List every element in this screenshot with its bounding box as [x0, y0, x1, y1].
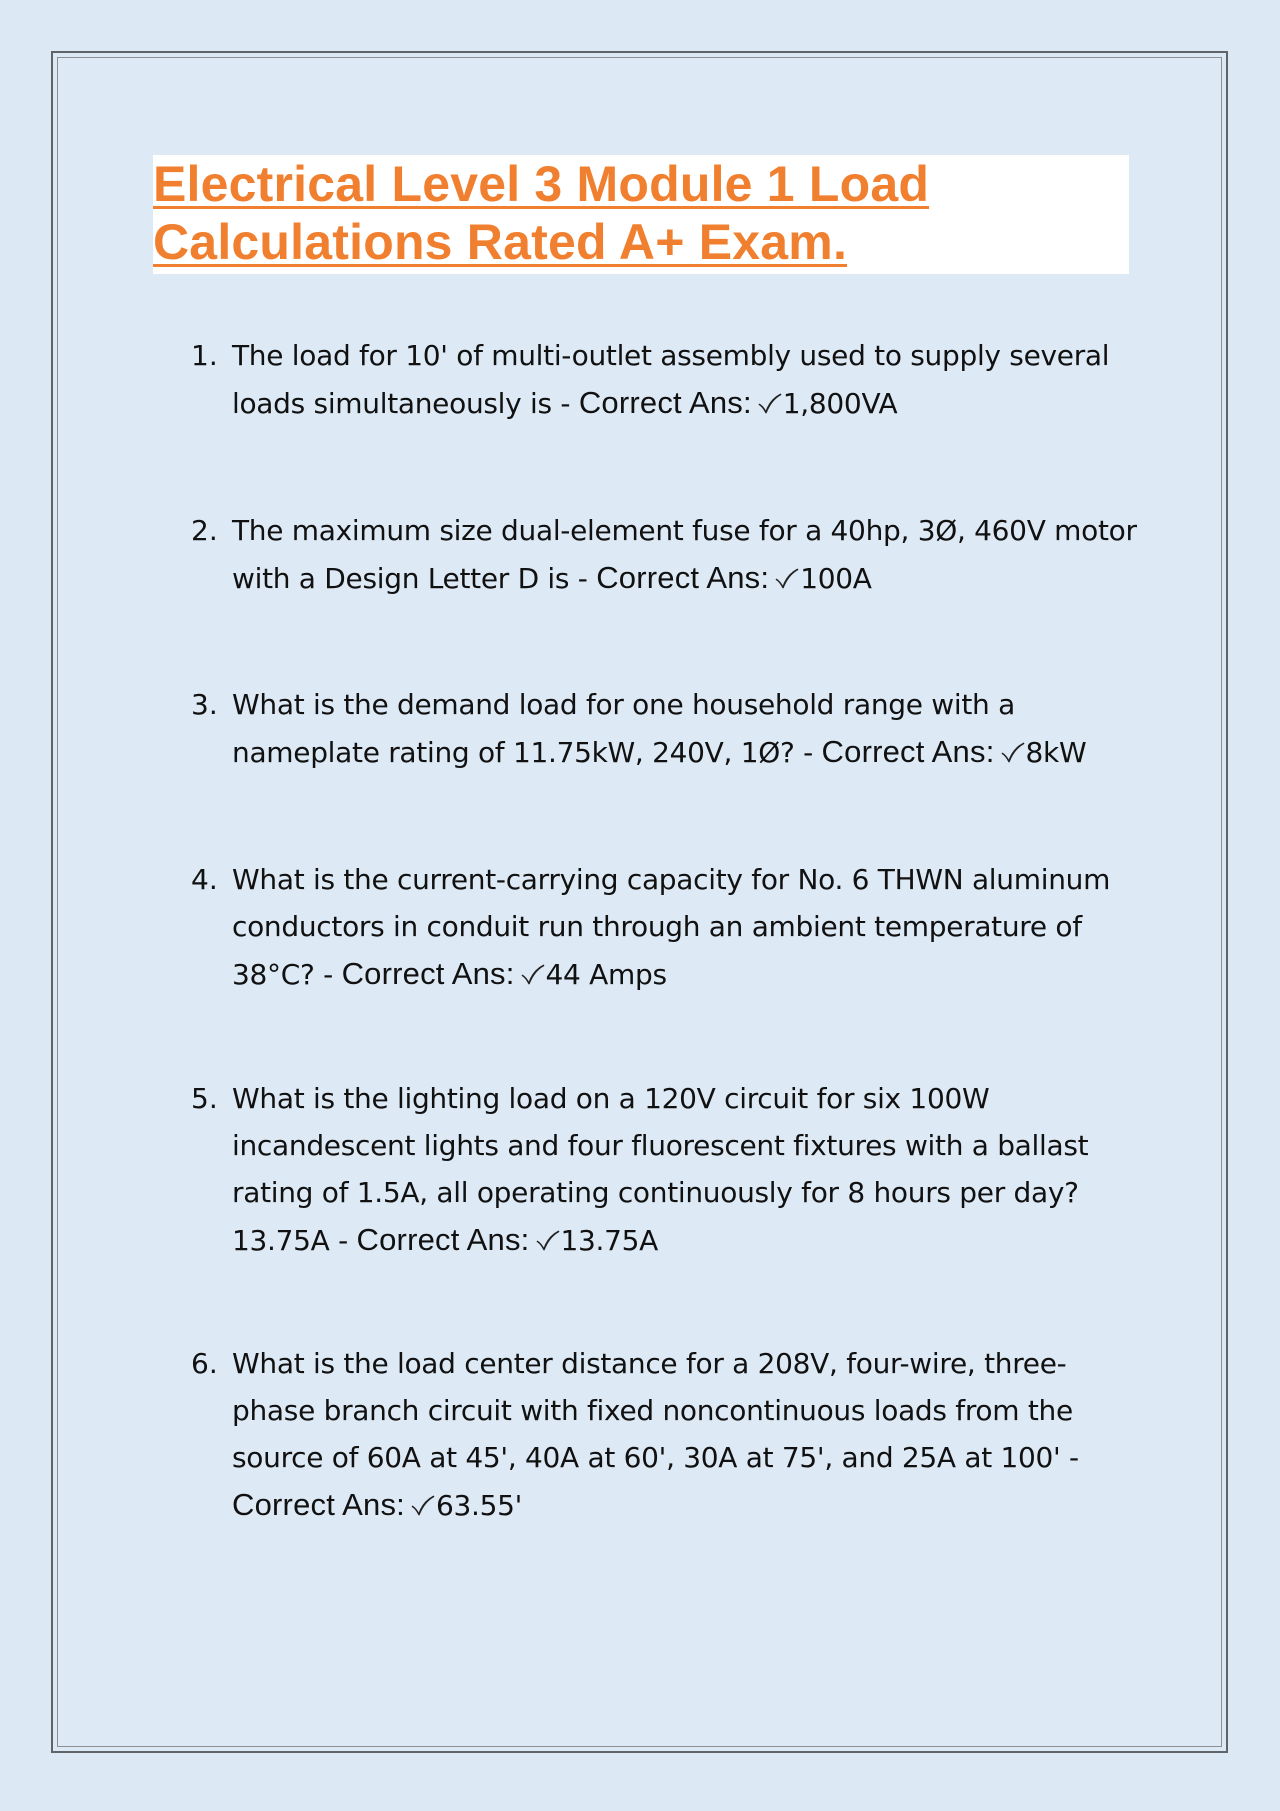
answer-label: Correct Ans: — [821, 734, 995, 769]
question-text: What is the lighting load on a 120V circuit for six 100W incandescent lights and four fluorescent fixtures with a ballast rating of 1.5A, all operating continuously for 8 hours per day? 13.75A - — [232, 1082, 1089, 1257]
title-line-2: Calculations Rated A+ Exam. — [153, 214, 848, 270]
question-body — [232, 856, 1141, 998]
answer-value: 44 Amps — [545, 958, 667, 991]
check-icon — [411, 1495, 435, 1517]
question-item-5 — [191, 1075, 1141, 1264]
answer-value: 63.55' — [435, 1489, 523, 1522]
title-box — [153, 155, 1129, 274]
answer-value: 100A — [800, 562, 872, 595]
answer-value: 1,800VA — [782, 387, 898, 420]
question-text: The maximum size dual-element fuse for a 40hp, 3Ø, 460V motor with a Design Letter D is - — [232, 514, 1137, 595]
question-item-6 — [191, 1340, 1141, 1529]
answer-label: Correct Ans: — [596, 560, 770, 595]
question-body — [232, 1340, 1141, 1529]
answer-label: Correct Ans: — [232, 1487, 405, 1522]
answer-label: Correct Ans: — [341, 956, 515, 991]
question-number: 3. — [191, 688, 218, 721]
question-item-2 — [191, 507, 1141, 602]
question-number: 1. — [191, 339, 218, 372]
check-icon — [536, 1230, 560, 1252]
question-body — [232, 1075, 1141, 1264]
check-icon — [775, 568, 799, 590]
question-text: The load for 10' of multi-outlet assembly used to supply several loads simultaneously is - — [232, 339, 1110, 420]
title-line-1: Electrical Level 3 Module 1 Load — [153, 156, 930, 212]
document-title — [153, 155, 1129, 271]
answer-value: 13.75A — [560, 1224, 659, 1257]
question-text: What is the current-carrying capacity for No. 6 THWN aluminum conductors in conduit run through an ambient temperature of 38°C? - — [232, 863, 1111, 991]
answer-label: Correct Ans: — [356, 1222, 530, 1257]
answer-value: 8kW — [1025, 736, 1087, 769]
answer-label: Correct Ans: — [578, 385, 752, 420]
question-body — [232, 681, 1141, 776]
question-text: What is the demand load for one household range with a nameplate rating of 11.75kW, 240V, 1Ø? - — [232, 688, 1015, 769]
check-icon — [758, 393, 782, 415]
question-number: 2. — [191, 514, 218, 547]
question-item-4 — [191, 856, 1141, 998]
question-item-1 — [191, 332, 1141, 427]
question-body — [232, 332, 1141, 427]
question-item-3 — [191, 681, 1141, 776]
question-number: 6. — [191, 1347, 218, 1380]
question-number: 4. — [191, 863, 218, 896]
question-body — [232, 507, 1141, 602]
check-icon — [1001, 742, 1025, 764]
question-number: 5. — [191, 1082, 218, 1115]
check-icon — [521, 964, 545, 986]
question-text: What is the load center distance for a 208V, four-wire, three-phase branch circuit with fixed noncontinuous loads from the source of 60A at 45', 40A at 60', 30A at 75', and 25A at 100' - — [232, 1347, 1079, 1474]
